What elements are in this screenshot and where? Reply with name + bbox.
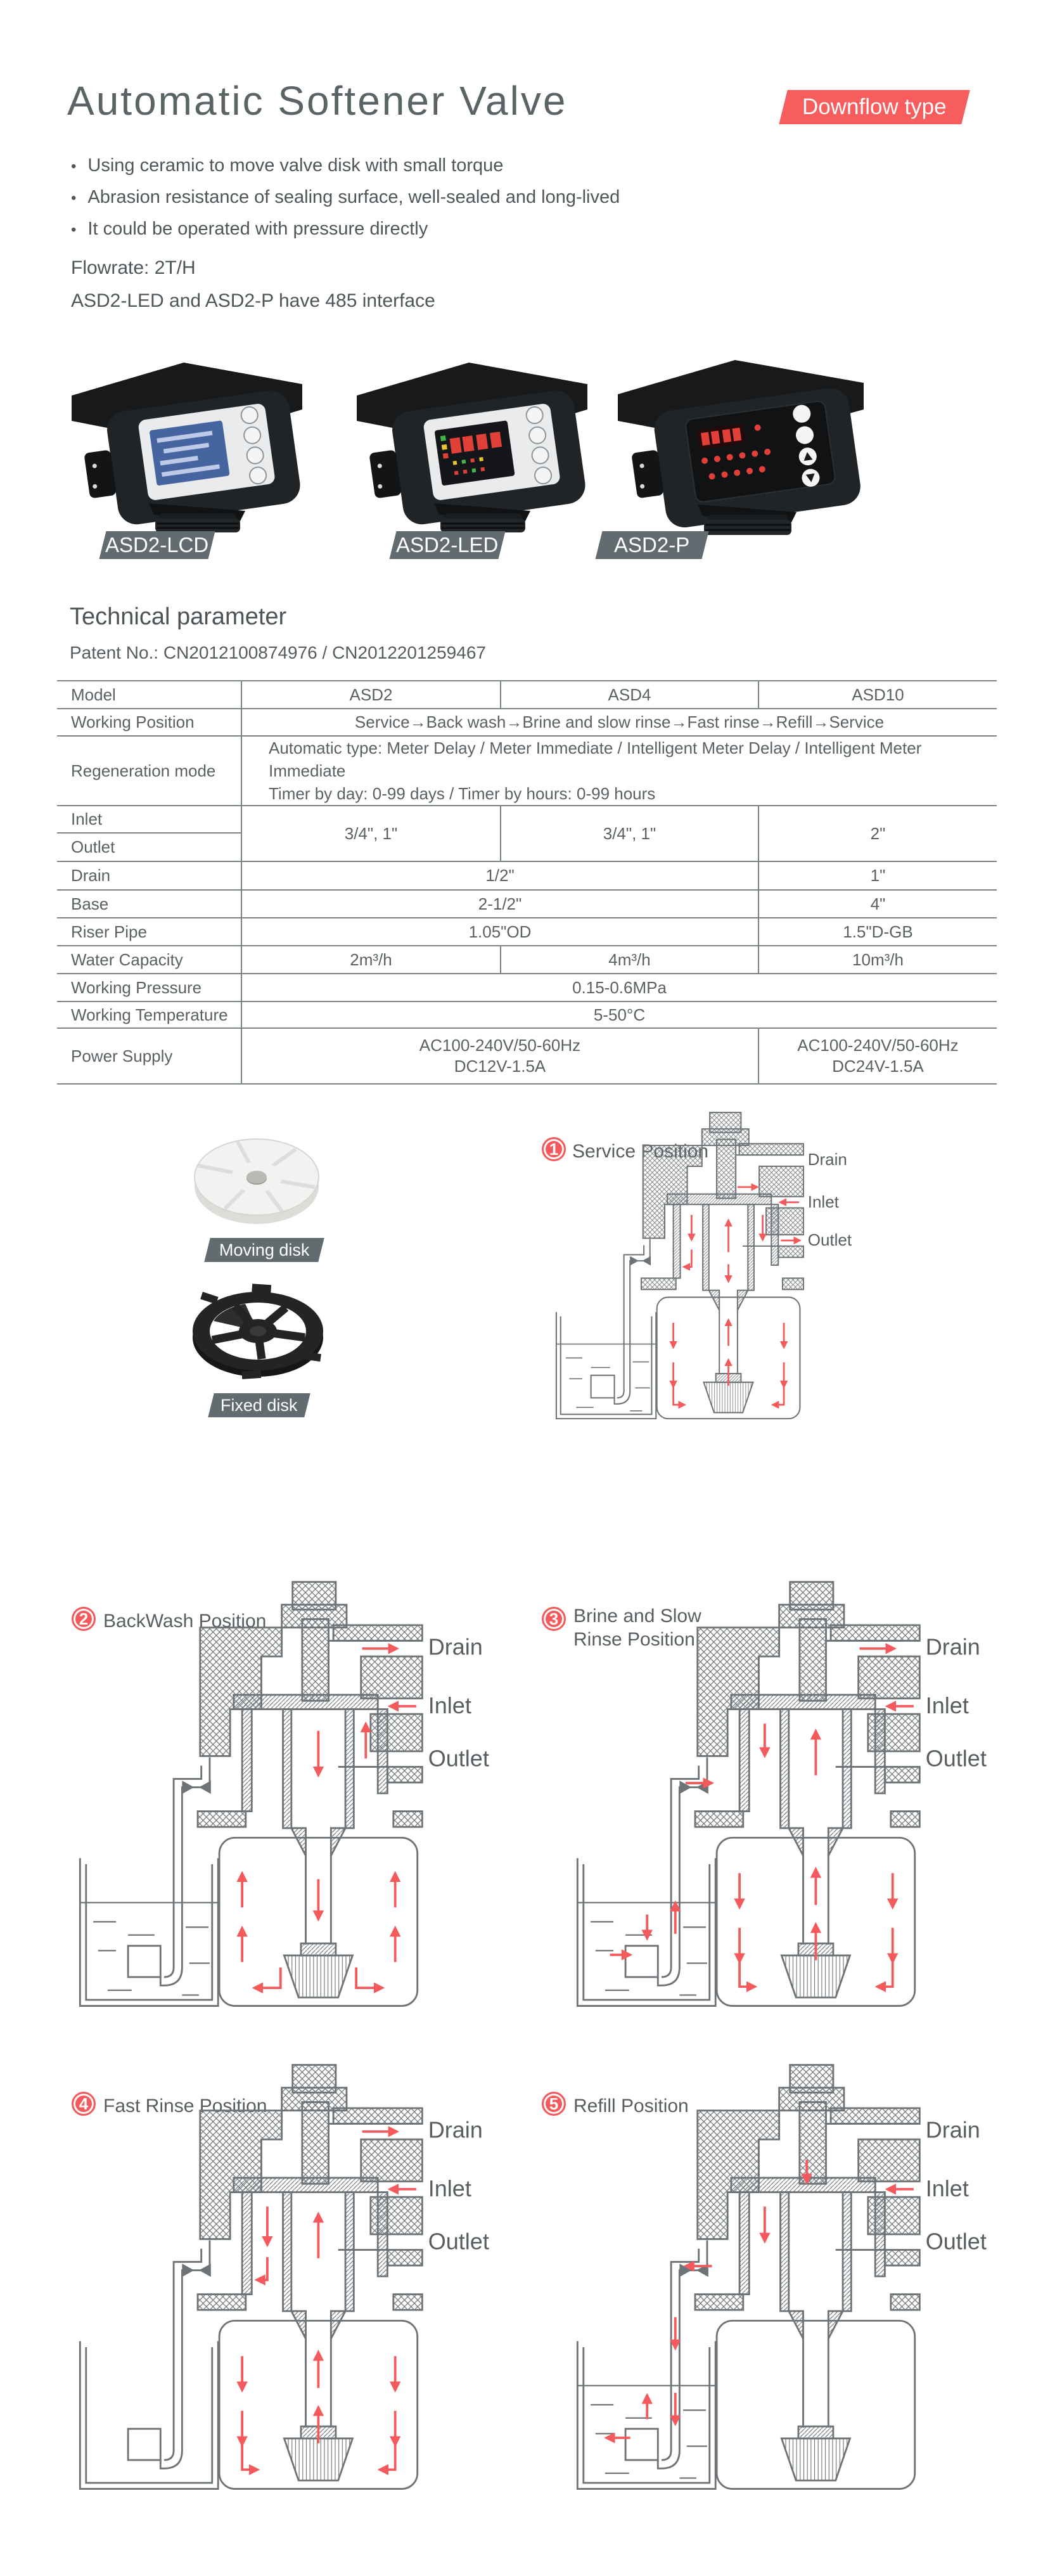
row-label: Model <box>57 681 241 709</box>
row-label: Power Supply <box>57 1028 241 1084</box>
table-row <box>57 974 997 1001</box>
row-label: Working Pressure <box>57 974 241 1001</box>
fast-rinse-diagram-drawing <box>38 2059 494 2497</box>
cell <box>241 1028 758 1084</box>
power-line: DC12V-1.5A <box>454 1057 546 1076</box>
cell <box>241 736 997 806</box>
cell: 3/4", 1" <box>501 806 758 861</box>
valve-photo-asd2-lcd <box>54 350 314 534</box>
drain-label: Drain <box>925 2116 980 2143</box>
cell: 2-1/2" <box>241 890 758 918</box>
diagram-fast-rinse-position <box>38 2054 501 2497</box>
drain-label: Drain <box>428 2116 483 2143</box>
brine-diagram-drawing <box>535 1576 992 2014</box>
table-row <box>57 918 997 946</box>
downflow-type-badge <box>779 90 969 124</box>
spec-table <box>57 680 997 1085</box>
cell: 1.5"D-GB <box>758 918 997 946</box>
product-label-asd2-lcd <box>99 531 215 559</box>
cell: 3/4", 1" <box>241 806 501 861</box>
tech-parameter-heading: Technical parameter <box>70 603 287 630</box>
cell: 5-50°C <box>241 1001 997 1028</box>
diagram-title: Refill Position <box>573 2096 689 2116</box>
inlet-label: Inlet <box>925 1692 969 1719</box>
power-line: AC100-240V/50-60Hz <box>797 1036 959 1055</box>
product-label-text: ASD2-LED <box>396 533 499 557</box>
cell: 2m³/h <box>241 946 501 974</box>
feature-list <box>71 150 620 245</box>
cell: Service→Back wash→Brine and slow rinse→Fast rinse→Refill→Service <box>241 709 997 736</box>
table-row <box>57 1001 997 1028</box>
feature-item: • It could be operated with pressure directly <box>71 213 620 245</box>
table-row <box>57 806 997 833</box>
outlet-label: Outlet <box>428 1745 489 1772</box>
diagram-title: BackWash Position <box>103 1611 267 1632</box>
service-diagram-drawing <box>526 1108 855 1425</box>
cell: 10m³/h <box>758 946 997 974</box>
diagram-title: Brine and Slow <box>573 1606 701 1626</box>
feature-item: • Abrasion resistance of sealing surface, well-sealed and long-lived <box>71 181 620 213</box>
fixed-disk-label-text: Fixed disk <box>221 1395 298 1415</box>
table-row <box>57 1028 997 1084</box>
refill-diagram-drawing <box>535 2059 992 2497</box>
step-1-badge: 1 <box>542 1137 566 1161</box>
cell <box>758 1028 997 1084</box>
row-label: Inlet <box>57 806 241 833</box>
product-label-asd2-p <box>596 531 709 559</box>
regen-line: Automatic type: Meter Delay / Meter Immediate / Intelligent Meter Delay / Intelligent Meter Immediate <box>269 738 922 780</box>
diagram-title: Service Position <box>572 1141 709 1162</box>
patent-number: Patent No.: CN2012100874976 / CN2012201259467 <box>70 643 486 662</box>
cell: 4m³/h <box>501 946 758 974</box>
product-label-asd2-led <box>390 531 506 559</box>
cell: ASD2 <box>241 681 501 709</box>
table-row <box>57 890 997 918</box>
row-label: Regeneration mode <box>57 736 241 806</box>
outlet-label: Outlet <box>807 1230 852 1250</box>
page-title: Automatic Softener Valve <box>67 78 568 124</box>
row-label: Working Temperature <box>57 1001 241 1028</box>
moving-disk-photo <box>190 1125 323 1233</box>
table-row <box>57 681 997 709</box>
row-label: Base <box>57 890 241 918</box>
fixed-disk-photo <box>187 1279 330 1384</box>
diagram-service-position <box>526 1104 862 1434</box>
step-5-badge: 5 <box>542 2092 566 2116</box>
cell: 0.15-0.6MPa <box>241 974 997 1001</box>
fixed-disk-label <box>208 1393 310 1417</box>
cell: 1" <box>758 861 997 890</box>
step-4-badge: 4 <box>72 2092 96 2116</box>
product-label-text: ASD2-P <box>614 533 690 557</box>
cell: 1.05"OD <box>241 918 758 946</box>
diagram-title: Fast Rinse Position <box>103 2096 267 2116</box>
outlet-label: Outlet <box>925 1745 987 1772</box>
power-line: DC24V-1.5A <box>832 1057 924 1076</box>
row-label: Riser Pipe <box>57 918 241 946</box>
valve-photo-asd2-p <box>599 347 878 538</box>
power-line: AC100-240V/50-60Hz <box>419 1036 581 1055</box>
diagram-refill-position <box>535 2054 998 2497</box>
cell: 1/2" <box>241 861 758 890</box>
led-screen <box>435 420 515 486</box>
step-2-badge: 2 <box>72 1607 96 1631</box>
backwash-diagram-drawing <box>38 1576 494 2014</box>
inlet-label: Inlet <box>428 2175 471 2202</box>
inlet-label: Inlet <box>925 2175 969 2202</box>
lcd-screen <box>150 420 230 486</box>
flowrate-text: Flowrate: 2T/H <box>71 257 196 278</box>
row-label: Water Capacity <box>57 946 241 974</box>
interface-note: ASD2-LED and ASD2-P have 485 interface <box>71 290 435 311</box>
diagram-brine-slow-rinse-position <box>535 1571 998 2014</box>
drain-label: Drain <box>925 1633 980 1660</box>
product-label-text: ASD2-LCD <box>105 533 209 557</box>
step-3-badge: 3 <box>542 1607 566 1631</box>
cell: 4" <box>758 890 997 918</box>
table-row <box>57 736 997 806</box>
cell: ASD10 <box>758 681 997 709</box>
row-label: Outlet <box>57 833 241 861</box>
diagram-title-line2: Rinse Position <box>573 1629 695 1650</box>
outlet-label: Outlet <box>925 2228 987 2255</box>
drain-label: Drain <box>807 1149 847 1169</box>
inlet-label: Inlet <box>807 1192 839 1211</box>
valve-photo-asd2-led <box>339 350 599 534</box>
feature-item: • Using ceramic to move valve disk with small torque <box>71 150 620 181</box>
drain-label: Drain <box>428 1633 483 1660</box>
moving-disk-label <box>204 1238 324 1262</box>
inlet-label: Inlet <box>428 1692 471 1719</box>
table-row <box>57 861 997 890</box>
table-row <box>57 946 997 974</box>
downflow-type-label: Downflow type <box>802 94 947 119</box>
row-label: Working Position <box>57 709 241 736</box>
outlet-label: Outlet <box>428 2228 489 2255</box>
cell: ASD4 <box>501 681 758 709</box>
row-label: Drain <box>57 861 241 890</box>
diagram-backwash-position <box>38 1571 501 2014</box>
cell: 2" <box>758 806 997 861</box>
moving-disk-label-text: Moving disk <box>219 1240 310 1259</box>
regen-line: Timer by day: 0-99 days / Timer by hours: 0-99 hours <box>269 784 656 803</box>
table-row <box>57 709 997 736</box>
